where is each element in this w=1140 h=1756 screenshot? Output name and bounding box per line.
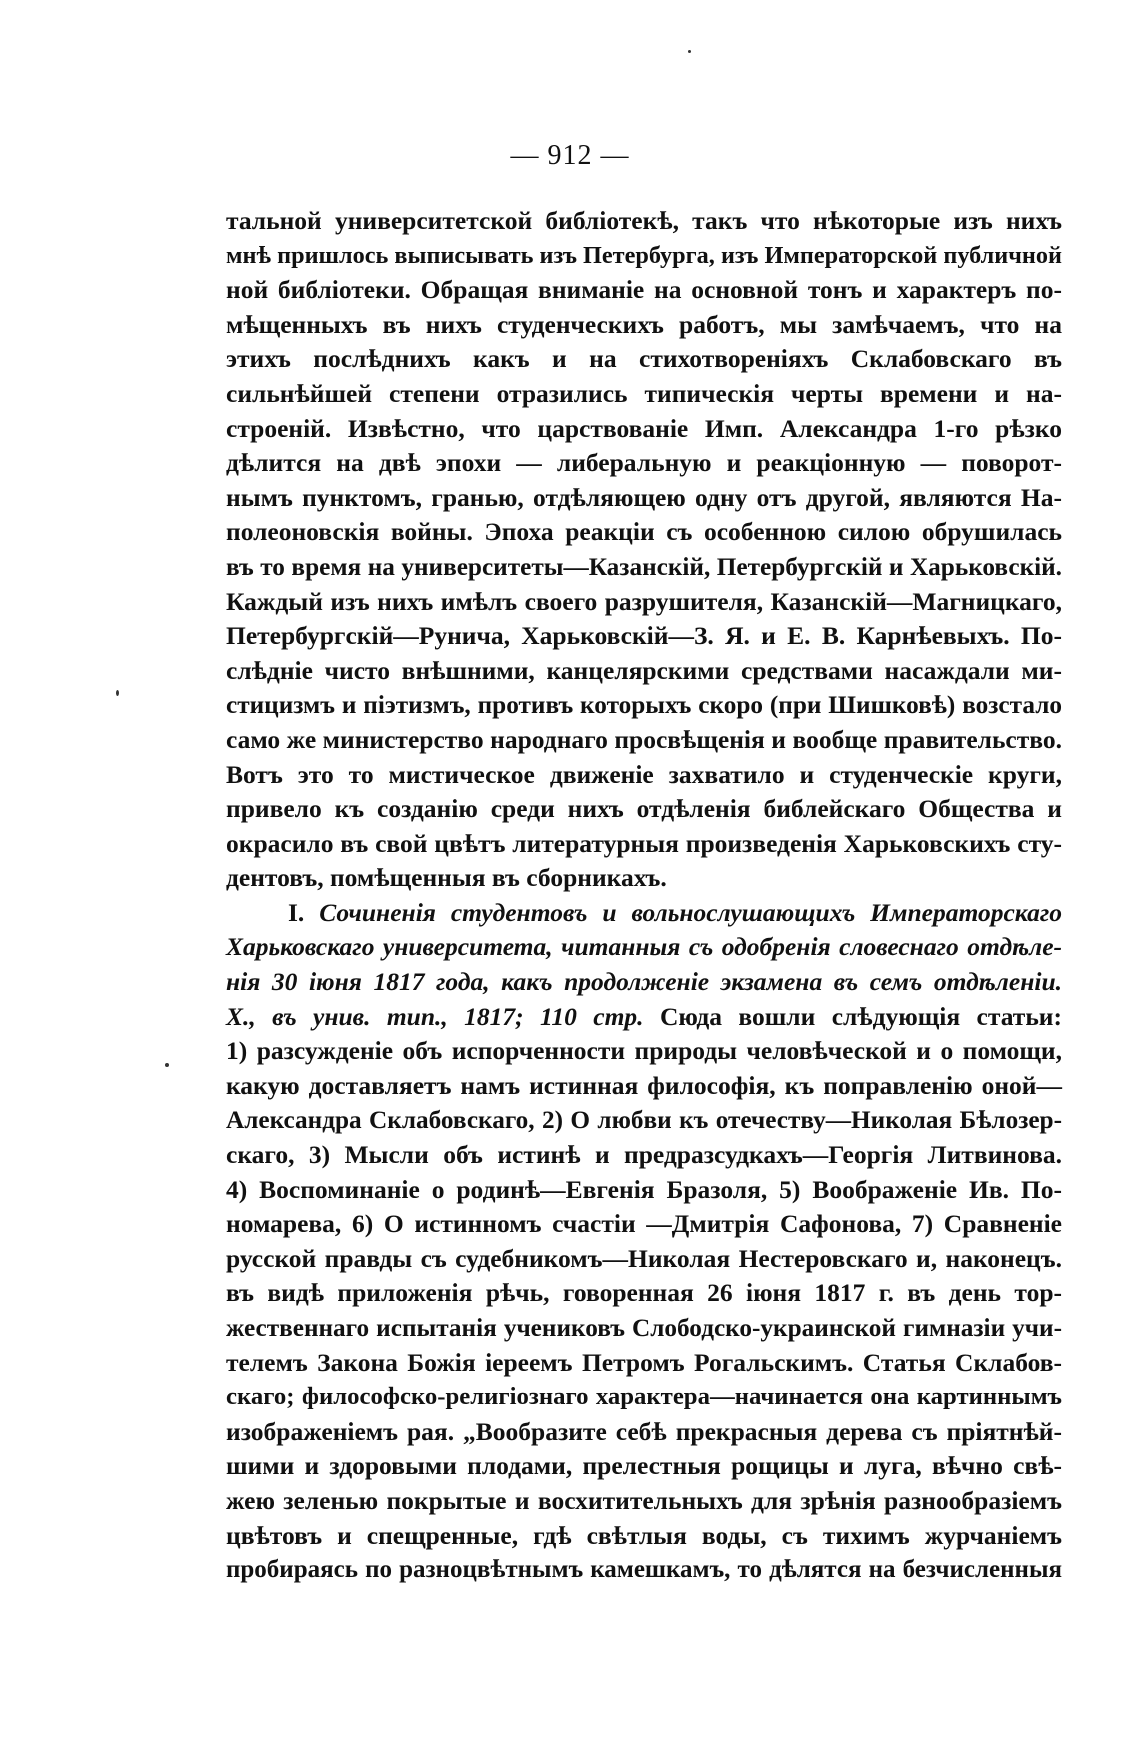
entry-title-line: нія 30 іюня 1817 года, какъ продолженіе экзамена въ семъ отдѣленіи. bbox=[226, 967, 1062, 997]
text-line: въ то время на университеты—Казанскій, Петербургскій и Харьковскій. bbox=[226, 552, 1062, 581]
text-line: въ видѣ приложенія рѣчь, говоренная 26 іюня 1817 г. въ день тор- bbox=[226, 1278, 1062, 1308]
text-line: тальной университетской библіотекѣ, такъ что нѣкоторые изъ нихъ bbox=[226, 206, 1062, 235]
scan-speck bbox=[116, 690, 119, 696]
text-line: этихъ послѣднихъ какъ и на стихотвореніяхъ Склабовскаго въ bbox=[226, 344, 1062, 374]
text-line: ной библіотеки. Обращая вниманіе на основной тонъ и характеръ по- bbox=[226, 275, 1062, 305]
text-line: полеоновскія войны. Эпоха реакціи съ особенною силою обрушилась bbox=[226, 517, 1062, 547]
text-line: 4) Воспоминаніе о родинѣ—Евгенія Бразоля, 5) Воображеніе Ив. По- bbox=[226, 1174, 1062, 1204]
text-line: окрасило въ свой цвѣтъ литературныя произведенія Харьковскихъ сту- bbox=[226, 828, 1062, 858]
text-line: скаго; философско-религіознаго характера—начинается она картиннымъ bbox=[226, 1383, 1062, 1411]
text-line: дентовъ, помѣщенныя въ сборникахъ. bbox=[226, 863, 667, 893]
text-line: слѣдніе чисто внѣшними, канцелярскими средствами насаждали ми- bbox=[226, 655, 1062, 685]
entry-title-line: Харьковскаго университета, читанныя съ одобренія словеснаго отдѣле- bbox=[226, 932, 1062, 962]
text-line: мѣщенныхъ въ нихъ студенческихъ работъ, мы замѣчаемъ, что на bbox=[226, 309, 1062, 339]
text-line: сильнѣйшей степени отразились типическія черты времени и на- bbox=[226, 378, 1062, 408]
text-line: Петербургскій—Рунича, Харьковскій—З. Я. и Е. В. Карнѣевыхъ. По- bbox=[226, 621, 1062, 651]
entry-imprint: X., въ унив. тип., 1817; 110 стр. bbox=[226, 1001, 644, 1031]
text-line: номарева, 6) О истинномъ счастіи —Дмитрія Сафонова, 7) Сравненіе bbox=[226, 1209, 1062, 1239]
text-line: мнѣ пришлось выписывать изъ Петербурга, изъ Императорской публичной bbox=[226, 241, 1062, 269]
text-line: скаго, 3) Мысли объ истинѣ и предразсудкахъ—Георгія Литвинова. bbox=[226, 1140, 1062, 1170]
text-line: Каждый изъ нихъ имѣлъ своего разрушителя, Казанскій—Магницкаго, bbox=[226, 586, 1062, 616]
entry-title: Сочиненія студентовъ и вольнослушающихъ Императорскаго bbox=[319, 897, 1062, 927]
entry-number: I. bbox=[288, 897, 320, 927]
scan-speck bbox=[165, 1063, 169, 1067]
text-line: строеній. Извѣстно, что царствованіе Имп. Александра 1-го рѣзко bbox=[226, 413, 1062, 443]
entry-contents-intro: Сюда вошли слѣдующія статьи: bbox=[643, 1001, 1062, 1031]
text-line: русской правды съ судебникомъ—Николая Нестеровскаго и, наконецъ. bbox=[226, 1243, 1062, 1273]
text-line: стицизмъ и піэтизмъ, противъ которыхъ скоро (при Шишковѣ) возстало bbox=[226, 691, 1062, 720]
text-line: шими и здоровыми плодами, прелестныя рощицы и луга, вѣчно свѣ- bbox=[226, 1451, 1062, 1481]
body-text bbox=[226, 204, 1062, 1588]
text-line: Александра Склабовскаго, 2) О любви къ отечеству—Николая Бѣлозер- bbox=[226, 1106, 1062, 1135]
text-line: цвѣтовъ и спещренные, гдѣ свѣтлыя воды, съ тихимъ журчаніемъ bbox=[226, 1520, 1062, 1550]
text-line: само же министерство народнаго просвѣщенія и вообще правительство. bbox=[226, 724, 1062, 754]
text-line: пробираясь по разноцвѣтнымъ камешкамъ, то дѣлятся на безчисленныя bbox=[226, 1556, 1062, 1584]
text-line: нымъ пунктомъ, гранью, отдѣляющею одну отъ другой, являются На- bbox=[226, 482, 1062, 512]
text-line: дѣлится на двѣ эпохи — либеральную и реакціонную — поворот- bbox=[226, 448, 1062, 478]
text-line: телемъ Закона Божія іереемъ Петромъ Рогальскимъ. Статья Склабов- bbox=[226, 1347, 1062, 1377]
scan-speck bbox=[688, 50, 691, 53]
text-line: 1) разсужденіе объ испорченности природы человѣческой и о помощи, bbox=[226, 1036, 1062, 1066]
bibliography-entry-line bbox=[226, 896, 1062, 931]
text-line: привело къ созданію среди нихъ отдѣленія библейскаго Общества и bbox=[226, 794, 1062, 824]
text-line: жею зеленью покрытые и восхитительныхъ для зрѣнія разнообразіемъ bbox=[226, 1485, 1062, 1515]
page-number: — 912 — bbox=[510, 140, 630, 171]
text-line: какую доставляетъ намъ истинная философія, къ поправленію оной— bbox=[226, 1070, 1062, 1100]
text-line: Вотъ это то мистическое движеніе захватило и студенческіе круги, bbox=[226, 759, 1062, 789]
text-line: жественнаго испытанія учениковъ Слободско-украинской гимназіи учи- bbox=[226, 1314, 1062, 1342]
text-line bbox=[226, 1000, 1062, 1035]
text-line: изображеніемъ рая. „Вообразите себѣ прекрасныя дерева съ пріятнѣй- bbox=[226, 1416, 1062, 1446]
